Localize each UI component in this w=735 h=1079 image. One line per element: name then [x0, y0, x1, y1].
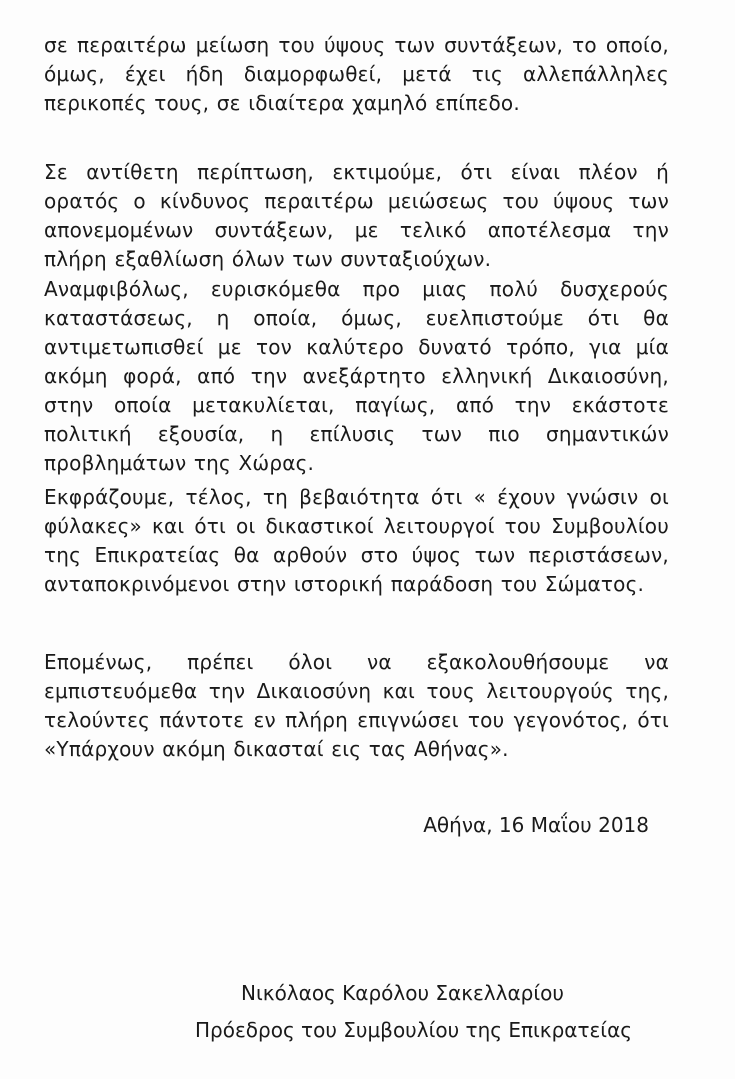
signatory-name: Νικόλαος Καρόλου Σακελλαρίου — [241, 981, 564, 1005]
paragraph-5: Επομένως, πρέπει όλοι να εξακολουθήσουμε να εμπιστευόμεθα την Δικαιοσύνη και τους λειτουργούς της, τελούντες πάντοτε εν πλήρη επιγνώσει του γεγονότος, ότι «Υπάρχουν ακόμη δικασταί εις τας Αθήνας». — [44, 650, 669, 761]
date-line: Αθήνα, 16 Μαΐου 2018 — [423, 813, 649, 837]
paragraph-1: σε περαιτέρω μείωση του ύψους των συντάξεων, το οποίο, όμως, έχει ήδη διαμορφωθεί, μετά τις αλλεπάλληλες περικοπές τους, σε ιδιαίτερα χαμηλό επίπεδο. — [44, 33, 669, 115]
paragraph-4: Εκφράζουμε, τέλος, τη βεβαιότητα ότι « έχουν γνώσιν οι φύλακες» και ότι οι δικαστικοί λειτουργοί του Συμβουλίου της Επικρατείας θα αρθούν στο ύψος των περιστάσεων, ανταποκρινόμενοι στην ιστορική παράδοση του Σώματος. — [44, 485, 669, 596]
signatory-title: Πρόεδρος του Συμβουλίου της Επικρατείας — [195, 1018, 632, 1042]
paragraph-3: Αναμφιβόλως, ευρισκόμεθα προ μιας πολύ δυσχερούς καταστάσεως, η οποία, όμως, ευελπιστούμε ότι θα αντιμετωπισθεί με τον καλύτερο δυνατό τρόπο, για μία ακόμη φορά, από την ανεξάρτητο ελληνική Δικαιοσύνη, στην οποία μετακυλίεται, παγίως, από την εκάστοτε πολιτική εξουσία, η επίλυσις των πιο σημαντικών προβλημάτων της Χώρας. — [44, 277, 669, 475]
paragraph-2: Σε αντίθετη περίπτωση, εκτιμούμε, ότι είναι πλέον ή ορατός ο κίνδυνος περαιτέρω μειώσεως του ύψους των απονεμομένων συντάξεων, με τελικό αποτέλεσμα την πλήρη εξαθλίωση όλων των συνταξιούχων. — [44, 160, 669, 271]
